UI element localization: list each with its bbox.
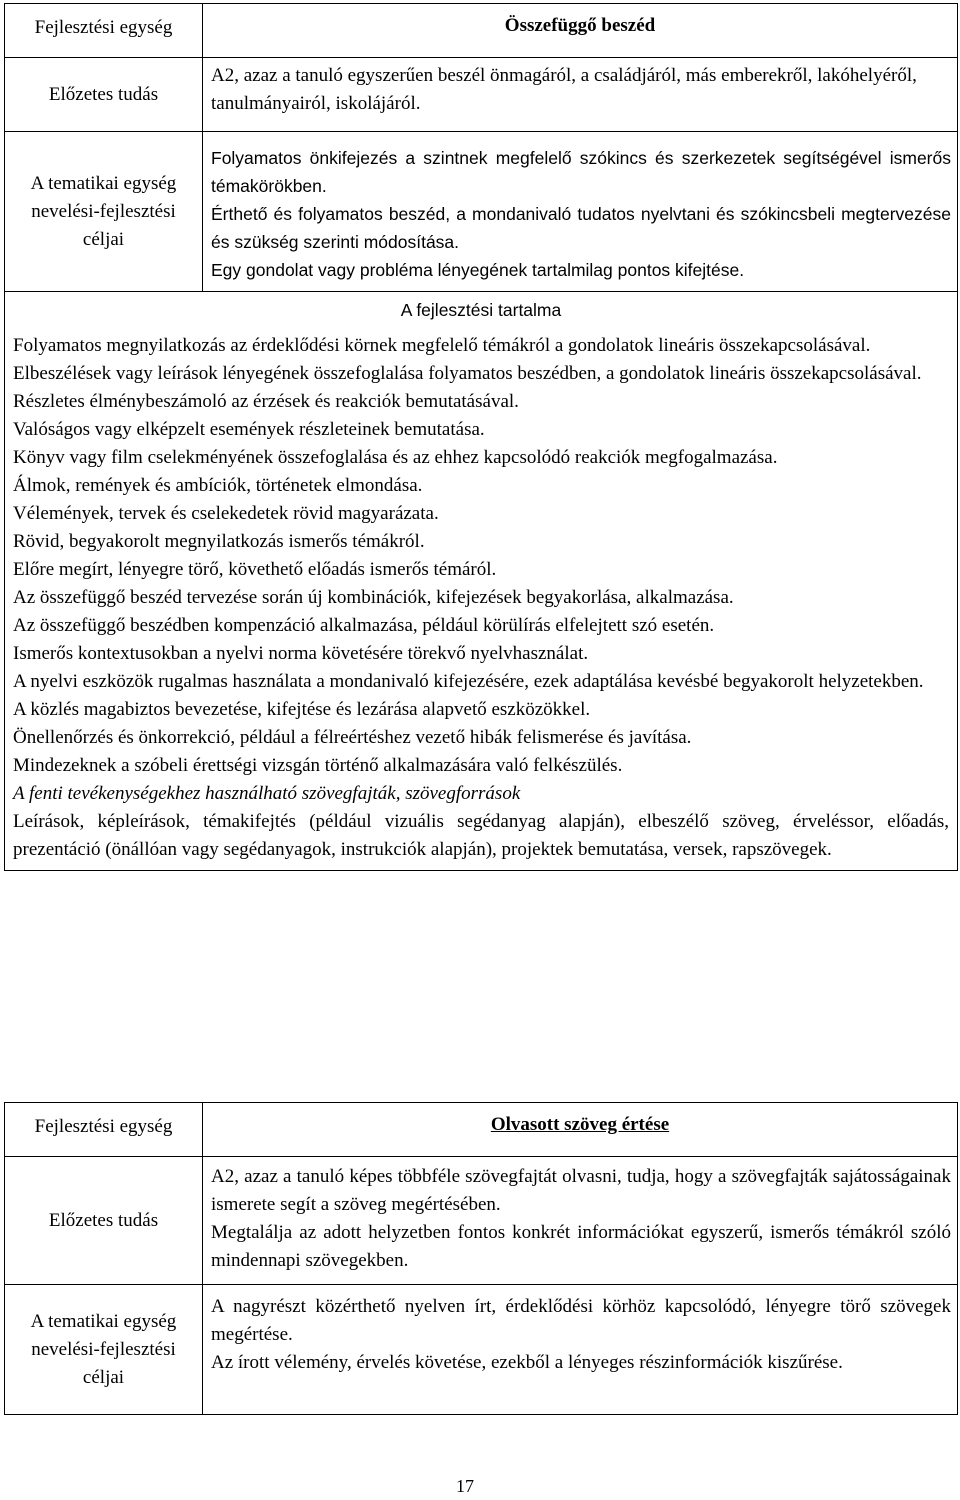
content-item: Az összefüggő beszéd tervezése során új kombinációk, kifejezések begyakorlása, alkalmazása. [13,587,734,608]
prior-item: A2, azaz a tanuló képes többféle szövegfajtát olvasni, tudja, hogy a szövegfajták sajátosságainak ismerete segít a szöveg megértésében. [211,1166,951,1215]
content-item: Rövid, begyakorolt megnyilatkozás ismerős témákról. [13,531,425,552]
goals-cell [203,1285,958,1415]
content-item: Valóságos vagy elképzelt események részleteinek bemutatása. [13,419,485,440]
goal-item: Az írott vélemény, érvelés követése, ezekből a lényeges részinformációk kiszűrése. [211,1352,843,1373]
label-elozetes-tudas: Előzetes tudás [5,1157,203,1285]
page-number: 17 [456,1476,474,1496]
table-osszefuggo-beszed [4,3,958,871]
prior-knowledge-text: A2, azaz a tanuló egyszerűen beszél önmagáról, a családjáról, más emberekről, lakóhelyéről, tanulmányairól, iskolájáról. [203,58,958,132]
content-cell [5,292,958,871]
label-fejlesztesi-egyseg: Fejlesztési egység [5,1103,203,1157]
unit-title: Összefüggő beszéd [203,4,958,58]
content-item: Mindezeknek a szóbeli érettségi vizsgán történő alkalmazására való felkészülés. [13,755,623,776]
table-olvasott-szoveg [4,1102,958,1415]
content-item: Elbeszélések vagy leírások lényegének összefoglalása folyamatos beszédben, a gondolatok lineáris összekapcsolásával. [13,363,922,384]
content-item: Előre megírt, lényegre törő, követhető előadás ismerős témáról. [13,559,497,580]
prior-item: Megtalálja az adott helyzetben fontos konkrét információkat egyszerű, ismerős témákról szóló mindennapi szövegekben. [211,1222,951,1271]
content-item: Vélemények, tervek és cselekedetek rövid magyarázata. [13,503,439,524]
goal-item: Érthető és folyamatos beszéd, a mondanivaló tudatos nyelvtani és szókincsbeli megtervezése és szükség szerinti módosítása. [211,204,951,252]
label-fejlesztesi-egyseg: Fejlesztési egység [5,4,203,58]
goal-item: Egy gondolat vagy probléma lényegének tartalmilag pontos kifejtése. [211,260,745,280]
label-elozetes-tudas: Előzetes tudás [5,58,203,132]
content-item: Folyamatos megnyilatkozás az érdeklődési körnek megfelelő témákról a gondolatok lineáris összekapcsolásával. [13,335,871,356]
content-item: A közlés magabiztos bevezetése, kifejtése és lezárása alapvető eszközökkel. [13,699,591,720]
goal-item: A nagyrészt közérthető nyelven írt, érdeklődési körhöz kapcsolódó, lényegre törő szövegek megértése. [211,1296,951,1345]
content-item: Az összefüggő beszédben kompenzáció alkalmazása, például körülírás elfelejtett szó esetén. [13,615,715,636]
content-item: Álmok, remények és ambíciók, történetek elmondása. [13,475,423,496]
prior-knowledge-cell [203,1157,958,1285]
text-types-text: Leírások, képleírások, témakifejtés (például vizuális segédanyag alapján), elbeszélő szöveg, érveléssor, előadás, prezentáció (önállóan vagy segédanyagok, instrukciók alapján), projektek bemutatása, versek, rapszövegek. [13,811,949,860]
goal-item: Folyamatos önkifejezés a szintnek megfelelő szókincs és szerkezetek segítségével ismerős témakörökben. [211,148,951,196]
content-item: Részletes élménybeszámoló az érzések és reakciók bemutatásával. [13,391,519,412]
content-heading: A fejlesztési tartalma [400,300,562,320]
unit-title-text: Olvasott szöveg értése [490,1114,670,1135]
unit-title [203,1103,958,1157]
label-celok: A tematikai egység nevelési-fejlesztési céljai [5,1285,203,1415]
text-types-heading: A fenti tevékenységekhez használható szövegfajták, szövegforrások [13,783,521,804]
content-item: Önellenőrzés és önkorrekció, például a félreértéshez vezető hibák felismerése és javítása. [13,727,692,748]
goals-cell [203,132,958,292]
content-item: Könyv vagy film cselekményének összefoglalása és az ehhez kapcsolódó reakciók megfogalmazása. [13,447,778,468]
content-item: A nyelvi eszközök rugalmas használata a mondanivaló kifejezésére, ezek adaptálása kevésbé begyakorolt helyzetekben. [13,671,924,692]
label-celok: A tematikai egység nevelési-fejlesztési céljai [5,132,203,292]
content-item: Ismerős kontextusokban a nyelvi norma követésére törekvő nyelvhasználat. [13,643,589,664]
